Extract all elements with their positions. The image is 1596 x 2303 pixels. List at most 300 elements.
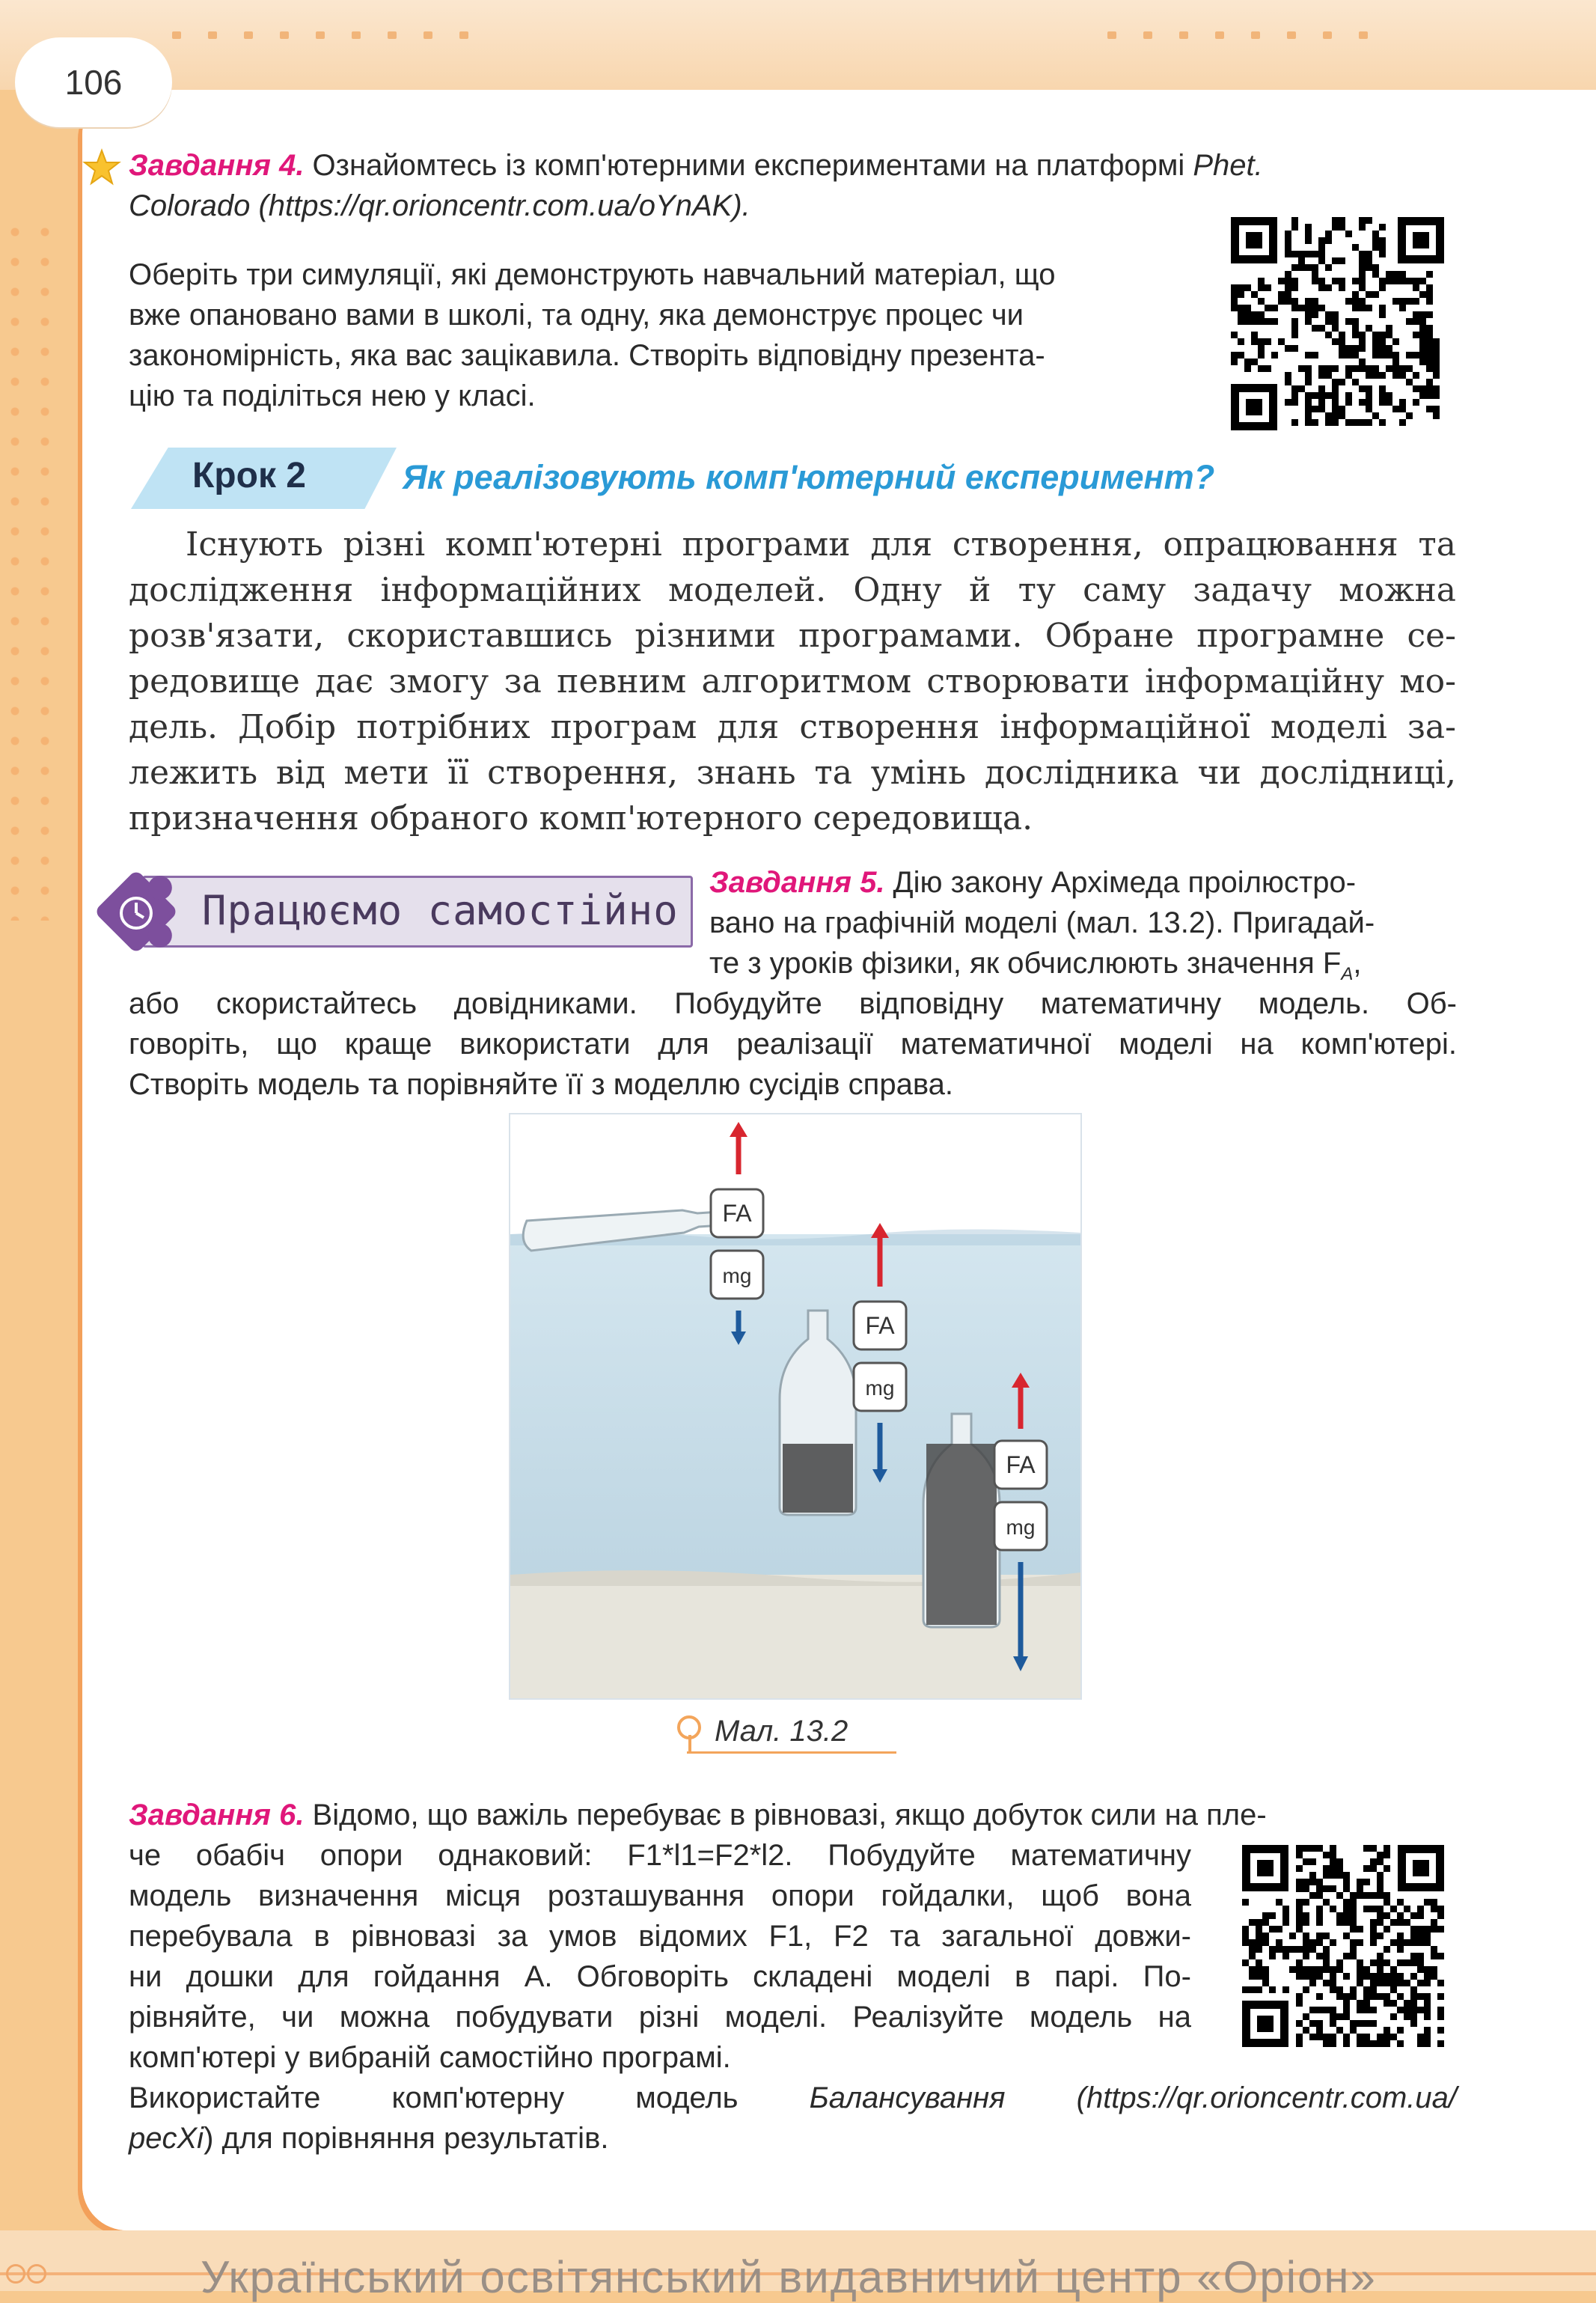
qr-module [1325, 332, 1332, 338]
qr-module [1305, 365, 1312, 372]
qr-module [1316, 1912, 1323, 1919]
qr-module [1413, 332, 1419, 338]
qr-module [1390, 1986, 1397, 1993]
qr-module [1249, 1919, 1256, 1926]
qr-module [1332, 399, 1339, 406]
qr-module [1238, 318, 1244, 325]
qr-module [1316, 1953, 1323, 1959]
qr-module [1426, 291, 1433, 298]
qr-module [1231, 359, 1238, 365]
qr-module [1363, 1879, 1370, 1885]
qr-module [1350, 2020, 1357, 2027]
decor-circle [27, 2264, 46, 2284]
qr-module [1424, 1966, 1431, 1973]
qr-module [1437, 2007, 1444, 2013]
qr-module [1312, 352, 1318, 359]
qr-module [1343, 1973, 1350, 1980]
qr-module [1242, 1899, 1249, 1906]
qr-module [1363, 1892, 1370, 1899]
qr-module [1343, 1933, 1350, 1939]
qr-module [1363, 1906, 1370, 1912]
qr-module [1413, 352, 1419, 359]
qr-module [1256, 1986, 1262, 1993]
qr-module [1269, 1953, 1276, 1959]
qr-module [1377, 1980, 1383, 1986]
qr-module [1357, 1973, 1363, 1980]
decor-dots [1107, 31, 1368, 39]
qr-module [1305, 318, 1312, 325]
qr-module [1316, 2034, 1323, 2040]
qr-module [1359, 284, 1366, 291]
qr-module [1390, 1919, 1397, 1926]
qr-module [1433, 385, 1440, 392]
qr-module [1298, 251, 1305, 257]
qr-module [1282, 1986, 1289, 1993]
qr-module [1377, 1912, 1383, 1919]
qr-module [1417, 1933, 1424, 1939]
qr-module [1296, 1959, 1303, 1966]
qr-module [1242, 1933, 1249, 1939]
qr-module [1410, 1959, 1417, 1966]
qr-module [1330, 1865, 1336, 1872]
qr-module [1366, 257, 1372, 264]
qr-module [1424, 1973, 1431, 1980]
qr-module [1426, 311, 1433, 318]
qr-module [1379, 345, 1386, 352]
qr-module [1285, 345, 1291, 352]
qr-module [1410, 1926, 1417, 1933]
qr-module [1249, 1946, 1256, 1953]
qr-module [1305, 231, 1312, 237]
qr-module [1383, 1892, 1390, 1899]
qr-module [1242, 1926, 1249, 1933]
qr-module [1424, 2007, 1431, 2013]
qr-module [1379, 284, 1386, 291]
qr-module [1309, 1892, 1316, 1899]
qr-module [1404, 1959, 1410, 1966]
qr-module [1366, 325, 1372, 332]
qr-module [1386, 365, 1392, 372]
qr-module [1417, 1959, 1424, 1966]
qr-module [1249, 1953, 1256, 1959]
qr-module [1417, 1993, 1424, 2000]
qr-module [1397, 1933, 1404, 1939]
qr-module [1298, 385, 1305, 392]
qr-module [1303, 1858, 1309, 1865]
qr-module [1316, 1845, 1323, 1852]
task4-body [129, 254, 1176, 416]
qr-module [1350, 1986, 1357, 1993]
top-frame [0, 0, 1596, 90]
qr-module [1285, 271, 1291, 278]
qr-module [1350, 1993, 1357, 2000]
qr-module [1291, 419, 1298, 426]
qr-module [1343, 2000, 1350, 2007]
qr-module [1282, 1919, 1289, 1926]
task6-first-line [129, 1795, 1457, 1835]
qr-module [1366, 406, 1372, 412]
qr-module [1386, 332, 1392, 338]
qr-module [1363, 2000, 1370, 2007]
qr-module [1431, 1919, 1437, 1926]
qr-module [1336, 1858, 1343, 1865]
qr-module [1296, 1885, 1303, 1892]
qr-module [1285, 237, 1291, 244]
qr-module [1370, 1906, 1377, 1912]
qr-module [1296, 2040, 1303, 2047]
qr-module [1426, 406, 1433, 412]
qr-module [1305, 311, 1312, 318]
qr-module [1339, 278, 1345, 284]
qr-module [1372, 412, 1379, 419]
qr-module [1258, 338, 1265, 345]
qr-module [1350, 1919, 1357, 1926]
qr-module [1303, 2027, 1309, 2034]
qr-module [1357, 2020, 1363, 2027]
qr-module [1291, 224, 1298, 231]
qr-module [1379, 237, 1386, 244]
qr-module [1424, 1939, 1431, 1946]
qr-module [1325, 284, 1332, 291]
qr-module [1291, 284, 1298, 291]
qr-module [1316, 1939, 1323, 1946]
task5-label: Завдання 5. [709, 866, 885, 899]
qr-module [1419, 332, 1426, 338]
qr-module [1359, 257, 1366, 264]
qr-module [1366, 392, 1372, 399]
qr-module [1325, 237, 1332, 244]
qr-module [1323, 1852, 1330, 1858]
qr-module [1366, 372, 1372, 379]
qr-module [1339, 217, 1345, 224]
qr-module [1366, 305, 1372, 311]
qr-module [1285, 284, 1291, 291]
qr-module [1343, 2040, 1350, 2047]
qr-module [1238, 305, 1244, 311]
qr-module [1377, 1933, 1383, 1939]
qr-module [1413, 318, 1419, 325]
qr-module [1350, 1926, 1357, 1933]
qr-module [1417, 2034, 1424, 2040]
qr-module [1383, 2040, 1390, 2047]
qr-module [1276, 1939, 1282, 1946]
qr-module [1256, 1966, 1262, 1973]
task5-line3-sub: A [1341, 964, 1354, 984]
qr-module [1372, 332, 1379, 338]
page-number: 106 [15, 37, 172, 127]
qr-module [1413, 399, 1419, 406]
qr-module [1377, 1858, 1383, 1865]
qr-module [1262, 1966, 1269, 1973]
qr-module [1312, 392, 1318, 399]
qr-module [1339, 224, 1345, 231]
qr-module [1352, 298, 1359, 305]
qr-module [1379, 372, 1386, 379]
qr-module [1244, 318, 1251, 325]
qr-module [1431, 1926, 1437, 1933]
step-label: Крок 2 [192, 456, 306, 495]
qr-module [1339, 406, 1345, 412]
qr-module [1431, 1953, 1437, 1959]
qr-module [1309, 1946, 1316, 1953]
qr-module [1399, 419, 1406, 426]
qr-module [1332, 318, 1339, 325]
qr-module [1325, 231, 1332, 237]
qr-module [1377, 1906, 1383, 1912]
step-title: Як реалізовують комп'ютерний експеримент? [403, 458, 1215, 496]
qr-module [1285, 372, 1291, 379]
qr-module [1303, 1919, 1309, 1926]
qr-module [1238, 338, 1244, 345]
qr-module [1316, 2027, 1323, 2034]
qr-module [1419, 359, 1426, 365]
task6-body [129, 1835, 1191, 2078]
task6-footer-1a: Використайте комп'ютерну модель [129, 2081, 810, 2114]
qr-module [1417, 1966, 1424, 1973]
qr-module [1383, 1865, 1390, 1872]
qr-module [1426, 359, 1433, 365]
qr-module [1363, 2007, 1370, 2013]
qr-module [1366, 264, 1372, 271]
figure-archimedes [509, 1113, 1082, 1700]
qr-module [1377, 1993, 1383, 2000]
qr-module [1404, 1919, 1410, 1926]
qr-module [1296, 2020, 1303, 2027]
qr-module [1352, 305, 1359, 311]
qr-module [1352, 332, 1359, 338]
task6-footer-1b: (https://qr.orioncentr.com.ua/ [1005, 2081, 1457, 2114]
task5-rest [129, 983, 1457, 1105]
qr-module [1231, 291, 1238, 298]
task4-line2: Colorado (https://qr.orioncentr.com.ua/oYnAK). [129, 189, 750, 222]
qr-module [1370, 1858, 1377, 1865]
qr-module [1397, 2027, 1404, 2034]
qr-module [1383, 1845, 1390, 1852]
qr-module [1323, 1865, 1330, 1872]
qr-module [1359, 365, 1366, 372]
qr-module [1343, 1953, 1350, 1959]
qr-module [1431, 1946, 1437, 1953]
qr-module [1244, 311, 1251, 318]
qr-module [1392, 359, 1399, 365]
qr-module [1312, 325, 1318, 332]
qr-module [1291, 345, 1298, 352]
qr-module [1291, 251, 1298, 257]
qr-module [1251, 311, 1258, 318]
task6-footer [129, 2078, 1457, 2159]
qr-module [1312, 251, 1318, 257]
qr-module [1390, 1939, 1397, 1946]
qr-module [1309, 1845, 1316, 1852]
qr-module [1305, 237, 1312, 244]
qr-module [1303, 1986, 1309, 1993]
qr-module [1316, 1973, 1323, 1980]
qr-module [1379, 311, 1386, 318]
qr-module [1363, 1993, 1370, 2000]
qr-module [1303, 1966, 1309, 1973]
text-line: редовище дає змогу за певним алгоритмом створювати інформаційну мо- [129, 662, 1456, 701]
qr-module [1339, 379, 1345, 385]
qr-module [1437, 1906, 1444, 1912]
qr-module [1291, 318, 1298, 325]
qr-module [1343, 1906, 1350, 1912]
qr-module [1352, 278, 1359, 284]
qr-module [1352, 318, 1359, 325]
qr-module [1316, 1892, 1323, 1899]
qr-module [1269, 1926, 1276, 1933]
qr-module [1437, 2013, 1444, 2020]
force-label-fa: FA [1006, 1451, 1036, 1478]
qr-module [1419, 392, 1426, 399]
qr-module [1265, 365, 1271, 372]
qr-module [1359, 385, 1366, 392]
qr-module [1332, 338, 1339, 345]
qr-module [1312, 264, 1318, 271]
qr-module [1258, 318, 1265, 325]
qr-module [1269, 1946, 1276, 1953]
bottle-bottom [923, 1414, 1000, 1627]
qr-module [1244, 365, 1251, 372]
qr-module [1343, 2007, 1350, 2013]
qr-module [1357, 2000, 1363, 2007]
qr-module [1309, 1973, 1316, 1980]
qr-module [1379, 419, 1386, 426]
qr-module [1309, 1858, 1316, 1865]
qr-module [1433, 338, 1440, 345]
qr-module [1285, 399, 1291, 406]
qr-module [1379, 305, 1386, 311]
figure-caption: Мал. 13.2 [715, 1715, 849, 1748]
qr-module [1345, 392, 1352, 399]
qr-module [1370, 1933, 1377, 1939]
qr-module [1392, 278, 1399, 284]
qr-module [1357, 1926, 1363, 1933]
qr-module [1309, 2007, 1316, 2013]
qr-module [1345, 318, 1352, 325]
qr-module [1419, 345, 1426, 352]
qr-module [1258, 311, 1265, 318]
qr-module [1309, 1879, 1316, 1885]
qr-module [1410, 2013, 1417, 2020]
qr-module [1392, 372, 1399, 379]
qr-module [1323, 2007, 1330, 2013]
qr-module [1390, 1980, 1397, 1986]
qr-module [1424, 1980, 1431, 1986]
qr-module [1379, 332, 1386, 338]
qr-module [1325, 311, 1332, 318]
text-line: комп'ютері у вибраній самостійно програмі. [129, 2041, 731, 2074]
task5-line1 [709, 862, 1458, 903]
qr-module [1370, 2007, 1377, 2013]
qr-module [1323, 1933, 1330, 1939]
qr-module [1397, 1899, 1404, 1906]
qr-module [1370, 2020, 1377, 2027]
text-line: розв'язати, скориставшись різними програмами. Обране програмне се- [129, 617, 1456, 655]
qr-module [1390, 1906, 1397, 1912]
qr-module [1296, 1865, 1303, 1872]
qr-module [1431, 1973, 1437, 1980]
qr-module [1343, 1919, 1350, 1926]
force-label-mg: mg [722, 1264, 752, 1287]
qr-module [1419, 338, 1426, 345]
qr-module [1256, 1946, 1262, 1953]
qr-module [1330, 1986, 1336, 1993]
qr-module [1377, 1966, 1383, 1973]
qr-module [1377, 1892, 1383, 1899]
qr-module [1343, 1872, 1350, 1879]
qr-module [1352, 419, 1359, 426]
qr-module [1392, 352, 1399, 359]
qr-module [1296, 1919, 1303, 1926]
task6-label: Завдання 6. [129, 1799, 305, 1831]
qr-module [1291, 217, 1298, 224]
qr-module [1318, 284, 1325, 291]
qr-module [1291, 278, 1298, 284]
task5-line3-end: , [1353, 947, 1362, 980]
publisher-footer: Український освітянський видавничий центр «Оріон» [201, 2252, 1377, 2302]
text-line: рівняйте, чи можна побудувати різні моделі. Реалізуйте модель на [129, 2001, 1191, 2034]
qr-module [1336, 1872, 1343, 1879]
qr-module [1386, 352, 1392, 359]
qr-module [1312, 298, 1318, 305]
qr-module [1276, 1926, 1282, 1933]
qr-module [1296, 1852, 1303, 1858]
qr-module [1379, 251, 1386, 257]
qr-module [1386, 271, 1392, 278]
qr-module [1357, 2007, 1363, 2013]
qr-module [1325, 318, 1332, 325]
qr-module [1325, 264, 1332, 271]
qr-module [1386, 325, 1392, 332]
qr-module [1305, 372, 1312, 379]
qr-module [1372, 264, 1379, 271]
qr-module [1404, 2000, 1410, 2007]
qr-module [1383, 2027, 1390, 2034]
qr-module [1357, 1939, 1363, 1946]
qr-module [1296, 1845, 1303, 1852]
qr-module [1433, 372, 1440, 379]
qr-module [1363, 1845, 1370, 1852]
qr-module [1424, 1993, 1431, 2000]
qr-module [1318, 237, 1325, 244]
force-label-fa: FA [865, 1312, 895, 1339]
qr-module [1318, 365, 1325, 372]
qr-module [1426, 298, 1433, 305]
qr-module [1276, 1899, 1282, 1906]
qr-module [1271, 318, 1278, 325]
qr-module [1312, 305, 1318, 311]
qr-module [1437, 1953, 1444, 1959]
qr-module [1271, 352, 1278, 359]
qr-module [1399, 278, 1406, 284]
qr-module [1399, 271, 1406, 278]
qr-module [1231, 284, 1238, 291]
task6-footer-line1 [129, 2078, 1457, 2118]
qr-module [1244, 284, 1251, 291]
qr-module [1303, 1973, 1309, 1980]
qr-module [1379, 399, 1386, 406]
qr-module [1262, 1912, 1269, 1919]
qr-module [1426, 332, 1433, 338]
qr-module [1363, 2020, 1370, 2027]
task5-side [709, 862, 1458, 995]
qr-module [1339, 332, 1345, 338]
qr-module [1357, 2034, 1363, 2040]
qr-module [1251, 291, 1258, 298]
qr-module [1350, 1906, 1357, 1912]
qr-module [1404, 1980, 1410, 1986]
qr-module [1383, 1852, 1390, 1858]
